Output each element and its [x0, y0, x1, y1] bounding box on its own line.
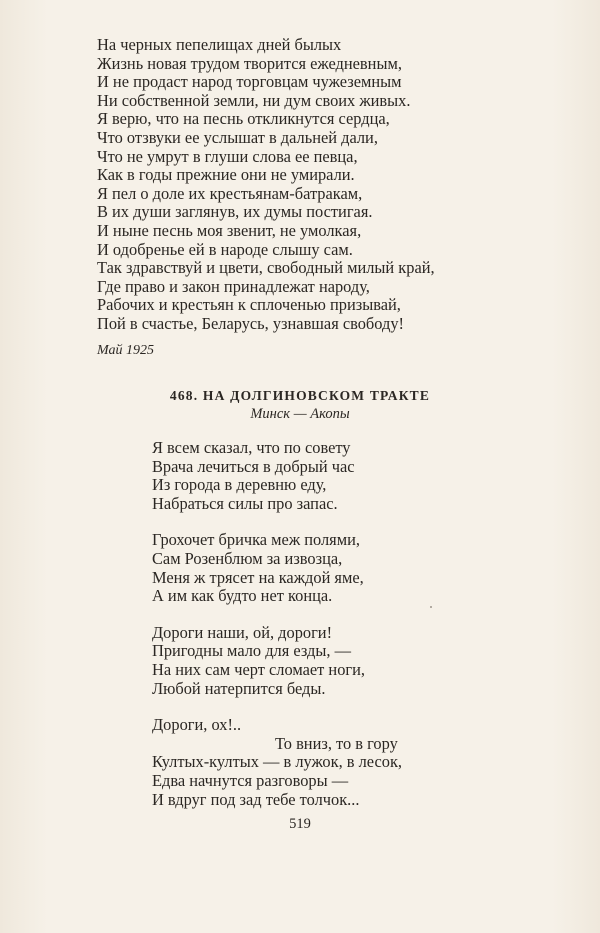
- verse-line: Пой в счастье, Беларусь, узнавшая свободу!: [97, 313, 404, 333]
- poem-place: Минск — Акопы: [250, 406, 350, 422]
- verse-line: Рабочих и крестьян к сплоченью призывай,: [97, 295, 401, 315]
- verse-line: Ни собственной земли, ни дум своих живых.: [97, 90, 411, 110]
- paper-speck: [430, 606, 432, 608]
- poem-title: 468. НА ДОЛГИНОВСКОМ ТРАКТЕ: [169, 388, 431, 403]
- verse-line: То вниз, то в гору: [275, 733, 398, 753]
- verse-line: И ныне песнь моя звенит, не умолкая,: [97, 220, 362, 240]
- verse-line: Грохочет бричка меж полями,: [152, 530, 360, 550]
- stanza: [152, 716, 402, 809]
- verse-line: Любой натерпится беды.: [152, 678, 326, 698]
- verse-line: Что не умрут в глуши слова ее певца,: [97, 146, 358, 166]
- verse-line: Сам Розенблюм за извозца,: [152, 548, 343, 568]
- verse-line: Жизнь новая трудом творится ежедневным,: [97, 53, 402, 73]
- verse-line: Култых-култых — в лужок, в лесок,: [152, 752, 403, 772]
- stanza: [152, 531, 402, 605]
- verse-line: Как в годы прежние они не умирали.: [97, 165, 355, 185]
- verse-line: Меня ж трясет на каждой яме,: [152, 567, 364, 587]
- poem-date: Май 1925: [97, 343, 154, 358]
- verse-line: На них сам черт сломает ноги,: [152, 659, 365, 679]
- verse-line: Набраться силы про запас.: [152, 493, 338, 513]
- verse-line: Где право и закон принадлежат народу,: [97, 276, 370, 296]
- verse-line: И не продаст народ торговцам чужеземным: [97, 72, 402, 92]
- verse-line: И вдруг под зад тебе толчок...: [152, 789, 360, 809]
- verse-line: Я пел о доле их крестьянам-батракам,: [97, 183, 363, 203]
- page-number: 519: [289, 816, 311, 832]
- stanza: [152, 624, 402, 698]
- verse-line: Едва начнутся разговоры —: [152, 770, 349, 790]
- verse-line: Я всем сказал, что по совету: [152, 438, 351, 457]
- poem-heading: [0, 387, 600, 423]
- stanza: [152, 439, 402, 513]
- verse-line: Из города в деревню еду,: [152, 475, 327, 495]
- verse-line: А им как будто нет конца.: [152, 586, 333, 606]
- verse-line: В их души заглянув, их думы постигая.: [97, 202, 373, 222]
- poem-ending: [97, 36, 567, 334]
- verse-line: Я верю, что на песнь откликнутся сердца,: [97, 109, 390, 129]
- verse-line: На черных пепелищах дней былых: [97, 35, 342, 54]
- poem-body: [152, 439, 402, 827]
- verse-line: Врача лечиться в добрый час: [152, 456, 355, 476]
- verse-line: Пригодны мало для езды, —: [152, 641, 351, 661]
- verse-line: Что отзвуки ее услышат в дальней дали,: [97, 127, 378, 147]
- verse-line: И одобренье ей в народе слышу сам.: [97, 239, 353, 259]
- verse-line: Дороги, ох!..: [152, 715, 242, 735]
- verse-line: Дороги наши, ой, дороги!: [152, 622, 333, 642]
- verse-line: Так здравствуй и цвети, свободный милый край,: [97, 258, 435, 278]
